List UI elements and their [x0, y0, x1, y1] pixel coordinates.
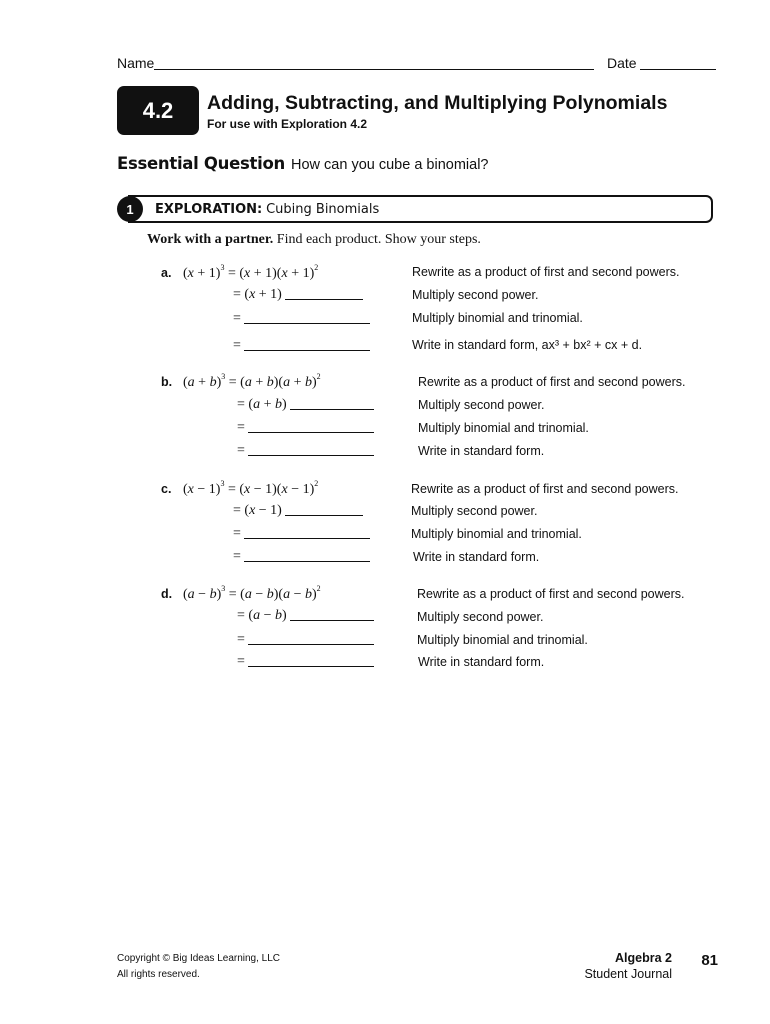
date-label: Date	[607, 55, 637, 71]
problem-c-step4-note: Write in standard form.	[413, 550, 540, 564]
problem-a-label: a.	[161, 266, 172, 280]
exploration-heading	[155, 200, 379, 217]
date-line	[607, 55, 716, 71]
problem-b-label: b.	[161, 375, 173, 389]
problem-c-step2-note: Multiply second power.	[411, 504, 538, 518]
answer-blank[interactable]	[285, 503, 363, 516]
instruction-rest: Find each product. Show your steps.	[276, 232, 481, 247]
answer-blank[interactable]	[285, 287, 363, 300]
problem-a-step4: =	[233, 338, 370, 354]
page-number: 81	[701, 952, 718, 969]
journal-title: Student Journal	[584, 967, 672, 981]
answer-blank[interactable]	[290, 608, 374, 621]
problem-c-expression: $(x - 1)^3 = (x - 1)(x - 1)^2$	[183, 479, 319, 497]
answer-blank[interactable]	[244, 549, 370, 562]
instruction	[147, 232, 481, 248]
problem-a-step3-note: Multiply binomial and trinomial.	[412, 311, 583, 325]
name-line	[117, 55, 594, 71]
problem-c-step3-note: Multiply binomial and trinomial.	[411, 527, 582, 541]
problem-c-step3: =	[233, 526, 370, 542]
problem-d-step2: = (a − b)	[237, 608, 374, 624]
lesson-title: Adding, Subtracting, and Multiplying Polynomials	[207, 92, 668, 114]
problem-a-step4-note: Write in standard form, ax³ + bx² + cx + d.	[412, 338, 643, 352]
problem-b-step3: =	[237, 420, 374, 436]
essential-question-text: How can you cube a binomial?	[291, 157, 489, 173]
problem-a-step1-note: Rewrite as a product of first and second powers.	[412, 265, 680, 279]
exploration-number-circle: 1	[117, 196, 143, 222]
copyright: Copyright © Big Ideas Learning, LLC	[117, 953, 281, 964]
problem-c-label: c.	[161, 482, 172, 496]
answer-blank[interactable]	[248, 654, 374, 667]
problem-d-label: d.	[161, 587, 173, 601]
problem-c-step4: =	[233, 549, 370, 565]
book-title: Algebra 2	[615, 951, 672, 965]
problem-d-step4: =	[237, 654, 374, 670]
problem-c-step1-note: Rewrite as a product of first and second powers.	[411, 482, 679, 496]
problem-a-step2-note: Multiply second power.	[412, 288, 539, 302]
problem-d-step3-note: Multiply binomial and trinomial.	[417, 633, 588, 647]
problem-a-step3: =	[233, 311, 370, 327]
problem-b-step4: =	[237, 443, 374, 459]
problem-d-step3: =	[237, 632, 374, 648]
name-field[interactable]	[154, 57, 594, 70]
answer-blank[interactable]	[290, 397, 374, 410]
date-field[interactable]	[640, 57, 716, 70]
problem-c-step2: = (x − 1)	[233, 503, 363, 519]
problem-d-expression: $(a - b)^3 = (a - b)(a - b)^2$	[183, 584, 321, 602]
lesson-subtitle: For use with Exploration 4.2	[207, 117, 368, 131]
problem-a-expression: $(x + 1)^3 = (x + 1)(x + 1)^2$	[183, 263, 319, 281]
problem-d-step1-note: Rewrite as a product of first and second powers.	[417, 587, 685, 601]
problem-b-step2: = (a + b)	[237, 397, 374, 413]
problem-a-step2: = (x + 1)	[233, 287, 363, 303]
problem-b-step2-note: Multiply second power.	[418, 398, 545, 412]
name-label: Name	[117, 55, 155, 71]
problem-b-step1-note: Rewrite as a product of first and second powers.	[418, 375, 686, 389]
problem-b-step4-note: Write in standard form.	[418, 444, 545, 458]
lesson-number-badge: 4.2	[117, 86, 199, 135]
problem-b-expression: $(a + b)^3 = (a + b)(a + b)^2$	[183, 372, 321, 390]
answer-blank[interactable]	[248, 632, 374, 645]
problem-d-step4-note: Write in standard form.	[418, 655, 545, 669]
instruction-bold: Work with a partner.	[147, 232, 274, 247]
essential-question-label: Essential Question	[117, 154, 285, 173]
answer-blank[interactable]	[244, 526, 370, 539]
answer-blank[interactable]	[244, 311, 370, 324]
answer-blank[interactable]	[244, 338, 370, 351]
rights: All rights reserved.	[117, 969, 200, 980]
exploration-title: Cubing Binomials	[266, 202, 380, 217]
answer-blank[interactable]	[248, 420, 374, 433]
exploration-label: EXPLORATION:	[155, 202, 263, 217]
answer-blank[interactable]	[248, 443, 374, 456]
problem-d-step2-note: Multiply second power.	[417, 610, 544, 624]
problem-b-step3-note: Multiply binomial and trinomial.	[418, 421, 589, 435]
